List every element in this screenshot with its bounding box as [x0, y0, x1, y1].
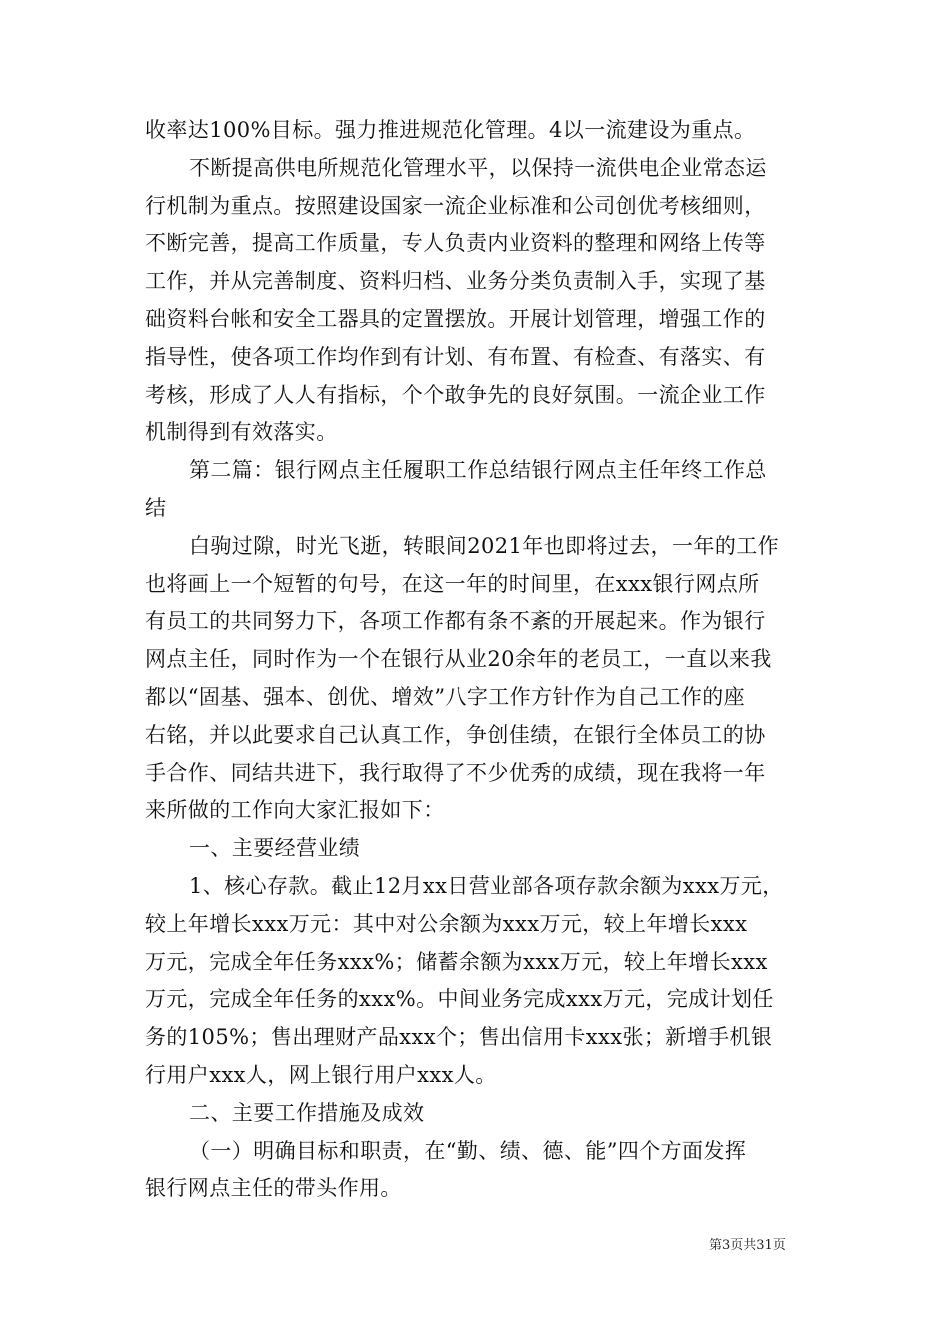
text-line: 指导性，使各项工作均作到有计划、有布置、有检查、有落实、有 — [145, 344, 766, 369]
subheading-line: 二、主要工作措施及成效 — [189, 1100, 425, 1125]
text-line: 础资料台帐和安全工器具的定置摆放。开展计划管理，增强工作的 — [145, 307, 766, 331]
text-line: 也将画上一个短暂的句号，在这一年的时间里，在xxx银行网点所 — [145, 571, 760, 596]
text-line: 万元，完成全年任务的xxx%。中间业务完成xxx万元，完成计划任 — [145, 987, 774, 1012]
paragraph-start-line: 1、核心存款。截止12月xx日营业部各项存款余额为xxx万元， — [189, 874, 784, 898]
text-line: 万元，完成全年任务xxx%；储蓄余额为xxx万元，较上年增长xxx — [145, 949, 768, 974]
text-line: 银行网点主任的带头作用。 — [145, 1176, 402, 1201]
text-line: 右铭，并以此要求自己认真工作，争创佳绩，在银行全体员工的协 — [145, 722, 766, 747]
text-line: 不断完善，提高工作质量，专人负责内业资料的整理和网络上传等 — [145, 231, 766, 256]
text-line: 收率达100%目标。强力推进规范化管理。4以一流建设为重点。 — [145, 118, 756, 142]
text-line: 考核，形成了人人有指标，个个敢争先的良好氛围。一流企业工作 — [145, 382, 766, 407]
subheading-line: 一、主要经营业绩 — [189, 836, 361, 861]
page-number: 第3页共31页 — [709, 1238, 786, 1253]
paragraph-start-line: 不断提高供电所规范化管理水平，以保持一流供电企业常态运 — [189, 155, 767, 180]
text-line: 工作，并从完善制度、资料归档、业务分类负责制入手，实现了基 — [145, 269, 766, 294]
section-heading-line: 结 — [145, 496, 167, 520]
text-line: 有员工的共同努力下，各项工作都有条不紊的开展起来。作为银行 — [145, 609, 766, 634]
text-line: 较上年增长xxx万元：其中对公余额为xxx万元，较上年增长xxx — [145, 911, 748, 936]
text-line: 来所做的工作向大家汇报如下： — [145, 798, 445, 823]
text-line: 机制得到有效落实。 — [145, 420, 338, 445]
text-line: 行用户xxx人，网上银行用户xxx人。 — [145, 1063, 497, 1087]
text-line: 务的105%；售出理财产品xxx个；售出信用卡xxx张；新增手机银 — [145, 1025, 773, 1050]
text-line: 网点主任，同时作为一个在银行从业20余年的老员工，一直以来我 — [145, 647, 772, 672]
text-line: 都以“固基、强本、创优、增效”八字工作方针作为自己工作的座 — [145, 685, 746, 709]
paragraph-start-line: 白驹过隙，时光飞逝，转眼间2021年也即将过去，一年的工作 — [189, 533, 780, 558]
paragraph-start-line: （一）明确目标和职责，在“勤、绩、德、能”四个方面发挥 — [189, 1138, 747, 1163]
text-line: 手合作、同结共进下，我行取得了不少优秀的成绩，现在我将一年 — [145, 760, 766, 785]
section-heading-line: 第二篇：银行网点主任履职工作总结银行网点主任年终工作总 — [189, 458, 767, 483]
text-line: 行机制为重点。按照建设国家一流企业标准和公司创优考核细则， — [145, 193, 766, 218]
